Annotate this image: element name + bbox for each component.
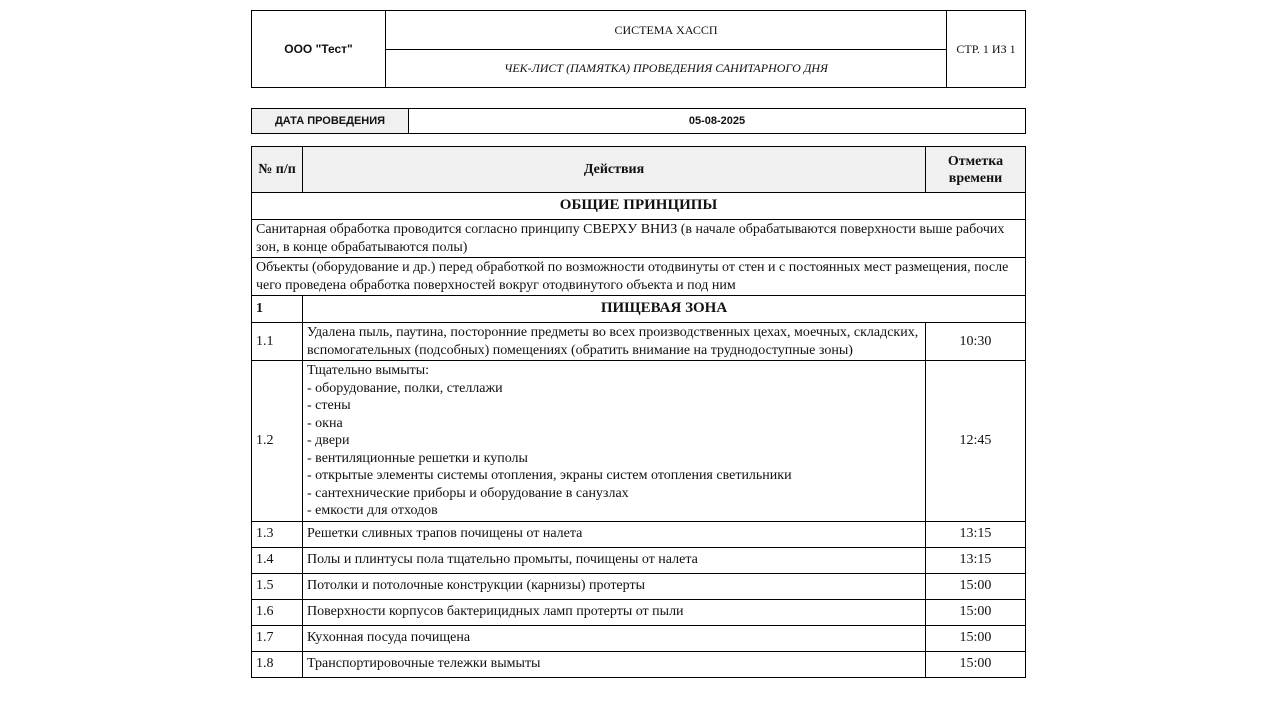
col-header-action: Действия (303, 147, 926, 193)
document-subtitle: ЧЕК-ЛИСТ (ПАМЯТКА) ПРОВЕДЕНИЯ САНИТАРНОГО ДНЯ (386, 50, 947, 88)
table-header-row (252, 147, 1026, 193)
row-action-text: Полы и плинтусы пола тщательно промыты, почищены от налета (303, 547, 926, 573)
row-action-text: Кухонная посуда почищена (303, 625, 926, 651)
section-row-general (252, 193, 1026, 220)
row-action-text: Решетки сливных трапов почищены от налета (303, 521, 926, 547)
document-header (251, 10, 1026, 88)
row-number: 1.7 (252, 625, 303, 651)
row-time-mark: 15:00 (926, 625, 1026, 651)
date-label: ДАТА ПРОВЕДЕНИЯ (252, 109, 409, 134)
row-time-mark: 13:15 (926, 547, 1026, 573)
row-number: 1.6 (252, 599, 303, 625)
checklist-page (251, 10, 1026, 678)
table-row (252, 361, 1026, 522)
date-block (251, 108, 1026, 134)
row-number: 1.5 (252, 573, 303, 599)
date-value: 05-08-2025 (409, 109, 1026, 134)
checklist-table (251, 146, 1026, 678)
general-row (252, 258, 1026, 296)
table-row (252, 625, 1026, 651)
table-row (252, 547, 1026, 573)
row-action-text: Потолки и потолочные конструкции (карнизы) протерты (303, 573, 926, 599)
table-row (252, 599, 1026, 625)
table-row (252, 323, 1026, 361)
row-time-mark: 15:00 (926, 651, 1026, 677)
company-name: ООО "Тест" (252, 11, 386, 88)
section-number: 1 (252, 296, 303, 323)
row-time-mark: 10:30 (926, 323, 1026, 361)
checklist-rows (252, 323, 1026, 678)
row-number: 1.2 (252, 361, 303, 522)
section-title-food-zone: ПИЩЕВАЯ ЗОНА (303, 296, 1026, 323)
system-title: СИСТЕМА ХАССП (386, 11, 947, 50)
col-header-num: № п/п (252, 147, 303, 193)
row-number: 1.1 (252, 323, 303, 361)
row-time-mark: 15:00 (926, 573, 1026, 599)
col-header-time: Отметка времени (926, 147, 1026, 193)
row-number: 1.4 (252, 547, 303, 573)
table-row (252, 521, 1026, 547)
row-number: 1.3 (252, 521, 303, 547)
section-row-food-zone (252, 296, 1026, 323)
general-text: Объекты (оборудование и др.) перед обработкой по возможности отодвинуты от стен и с постоянных мест размещения, после чего проведена обработка поверхностей вокруг отодвинутого объекта и под ним (252, 258, 1026, 296)
row-action-text: Поверхности корпусов бактерицидных ламп протерты от пыли (303, 599, 926, 625)
general-text: Санитарная обработка проводится согласно принципу СВЕРХУ ВНИЗ (в начале обрабатываются поверхности выше рабочих зон, в конце обрабатываются полы) (252, 220, 1026, 258)
row-time-mark: 12:45 (926, 361, 1026, 522)
page-number: СТР. 1 ИЗ 1 (947, 11, 1026, 88)
row-action-text: Транспортировочные тележки вымыты (303, 651, 926, 677)
table-row (252, 573, 1026, 599)
table-row (252, 651, 1026, 677)
row-time-mark: 13:15 (926, 521, 1026, 547)
general-row (252, 220, 1026, 258)
row-time-mark: 15:00 (926, 599, 1026, 625)
row-action-text: Тщательно вымыты: - оборудование, полки, стеллажи - стены - окна - двери - вентиляционные решетки и куполы - открытые элементы системы отопления, экраны систем отопления светильники - сантехнические приборы и оборудование в санузлах - емкости для отходов (303, 361, 926, 522)
section-title-general: ОБЩИЕ ПРИНЦИПЫ (252, 193, 1026, 220)
row-number: 1.8 (252, 651, 303, 677)
row-action-text: Удалена пыль, паутина, посторонние предметы во всех производственных цехах, моечных, складских, вспомогательных (подсобных) помещениях (обратить внимание на труднодоступные зоны) (303, 323, 926, 361)
